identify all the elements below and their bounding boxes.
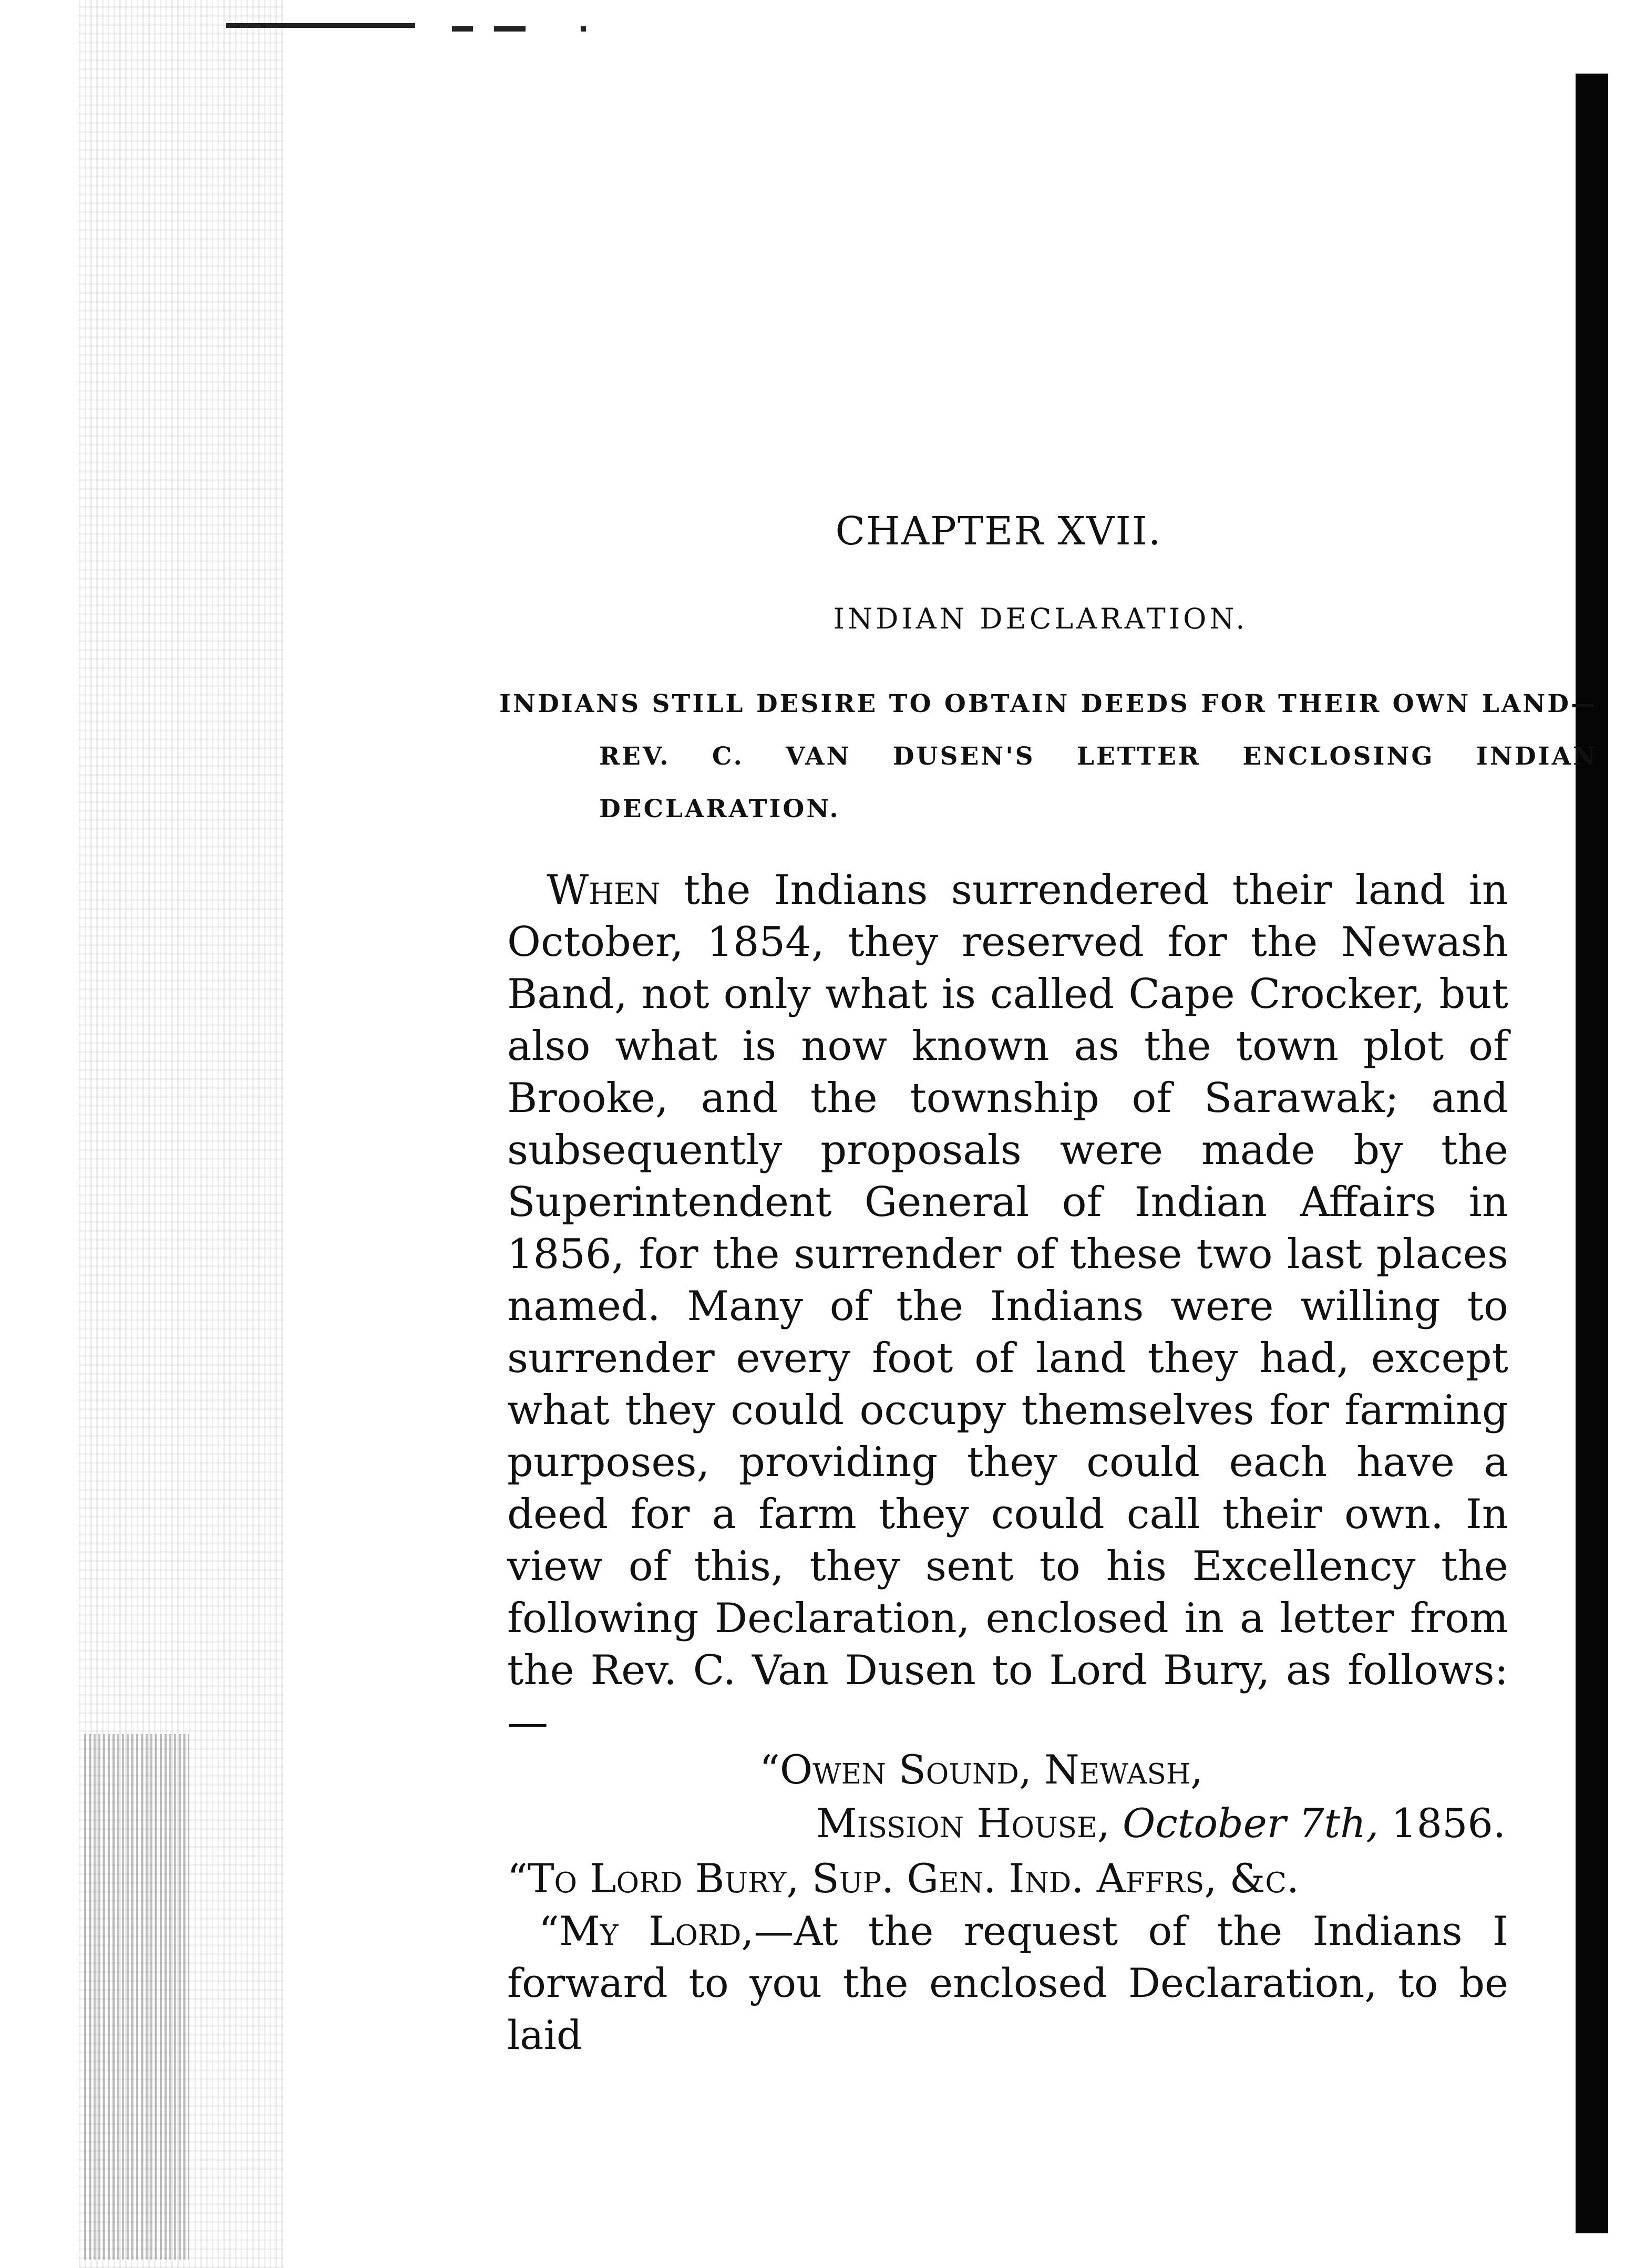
letter-salutation-text: —At the request of the Indians I forward to you the enclosed Declaration, to be laid	[507, 1908, 1508, 2058]
body-paragraph	[507, 864, 1508, 1749]
letter-address: “To Lord Bury, Sup. Gen. Ind. Affrs, &c.	[507, 1855, 1300, 1902]
scan-top-dot	[452, 26, 473, 32]
letter-salutation	[507, 1905, 1508, 2061]
letter-dateline-year: 1856.	[1378, 1800, 1506, 1847]
letter-dateline-house-name: Mission House,	[816, 1800, 1123, 1847]
letter-dateline-date: October 7th,	[1122, 1800, 1379, 1847]
scan-top-dot	[494, 26, 526, 32]
body-paragraph-text: the Indians surrendered their land in October, 1854, they reserved for the Newash Band, not only what is called Cape Crocker, but also what is now known as the town plot of Brooke, and the township of Sarawak; and subsequently proposals were made by the Superintendent General of Indian Affairs in 1856, for the surrender of these two last places named. Many of the Indians were willing to surrender every foot of land they had, except what they could occupy themselves for farming purposes, providing they could each have a deed for a farm they could call their own. In view of this, they sent to his Excellency the following Declaration, enclosed in a letter from the Rev. C. Van Dusen to Lord Bury, as follows:—	[507, 867, 1508, 1746]
letter-dateline-house	[507, 1797, 1508, 1849]
chapter-subtitle: INDIAN DECLARATION.	[833, 602, 1248, 635]
chapter-title: CHAPTER XVII.	[835, 509, 1162, 554]
scan-top-dot	[581, 26, 586, 32]
body-lead-word: When	[547, 867, 661, 914]
scan-top-mark	[226, 23, 415, 28]
letter-salutation-lead: “My Lord,	[539, 1908, 754, 1954]
scan-right-edge-bar	[1576, 74, 1608, 2233]
letter-dateline-place: “Owen Sound, Newash,	[759, 1746, 1203, 1793]
scan-edge-dark	[84, 1734, 189, 2260]
chapter-synopsis: INDIANS STILL DESIRE TO OBTAIN DEEDS FOR THEIR OWN LAND—REV. C. VAN DUSEN'S LETTER ENCLOSING INDIAN DECLARATION.	[499, 689, 1598, 823]
